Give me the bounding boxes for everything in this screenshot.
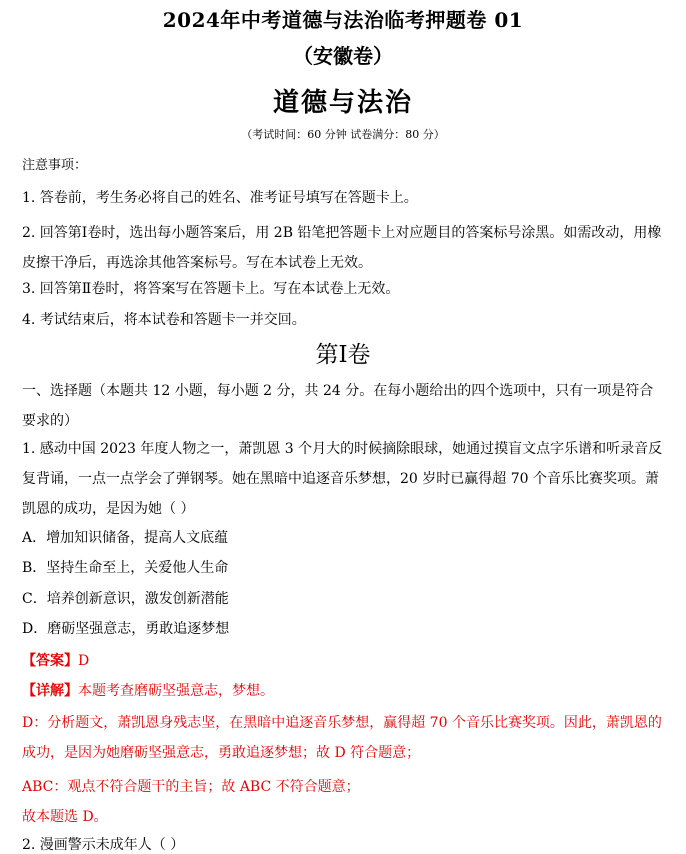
exam-title: 2024年中考道德与法治临考押题卷 01 [162,8,524,32]
notes-heading: 注意事项： [22,158,88,173]
question-1-option-a: A．增加知识储备，提高人文底蕴 [22,530,229,546]
detail-label: 【详解】 [22,683,78,699]
question-1-option-b: B．坚持生命至上，关爱他人生命 [22,560,229,576]
conclusion: 故本题选 D。 [22,809,108,825]
note-item: 4. 考试结束后，将本试卷和答题卡一并交回。 [22,312,306,328]
subject-title: 道德与法治 [272,88,413,118]
exam-subtitle: （安徽卷） [293,44,393,68]
section-description: 一、选择题（本题共 12 小题，每小题 2 分，共 24 分。在每小题给出的四个选项中，只有一项是符合要求的） [22,383,654,429]
question-1-option-d: D．磨砺坚强意志，勇敢追逐梦想 [22,621,230,637]
note-item: 3. 回答第Ⅱ卷时，将答案写在答题卡上。写在本试卷上无效。 [22,281,400,297]
answer-line [22,650,89,670]
question-1-option-c: C．培养创新意识，激发创新潜能 [22,591,229,607]
question-1-stem: 1. 感动中国 2023 年度人物之一，萧凯恩 3 个月大的时候摘除眼球，她通过摸盲文点字乐谱和听录音反复背诵，一点一点学会了弹钢琴。她在黑暗中追逐音乐梦想，20 岁时已赢得超 70 个音乐比赛奖项。萧凯恩的成功，是因为她（ ） [22,441,663,517]
question-2-stem: 2. 漫画警示未成年人（ ） [22,837,185,853]
analysis-abc: ABC：观点不符合题干的主旨；故 ABC 不符合题意； [22,779,360,795]
note-item: 2. 回答第Ⅰ卷时，选出每小题答案后，用 2B 铅笔把答题卡上对应题目的答案标号涂黑。如需改动，用橡皮擦干净后，再选涂其他答案标号。写在本试卷上无效。 [22,225,662,271]
note-item: 1. 答卷前，考生务必将自己的姓名、准考证号填写在答题卡上。 [22,190,418,206]
detail-text: 本题考查磨砺坚强意志，梦想。 [78,683,274,699]
analysis-d: D：分析题文，萧凯恩身残志坚，在黑暗中追逐音乐梦想，赢得超 70 个音乐比赛奖项。因此，萧凯恩的成功，是因为她磨砺坚强意志，勇敢追逐梦想；故 D 符合题意； [22,715,662,761]
detail-line [22,680,274,700]
answer-value: D [78,653,90,669]
section-heading: 第Ⅰ卷 [315,342,371,368]
answer-label: 【答案】 [22,653,78,669]
exam-info: （考试时间：60 分钟 试卷满分：80 分） [241,128,445,141]
